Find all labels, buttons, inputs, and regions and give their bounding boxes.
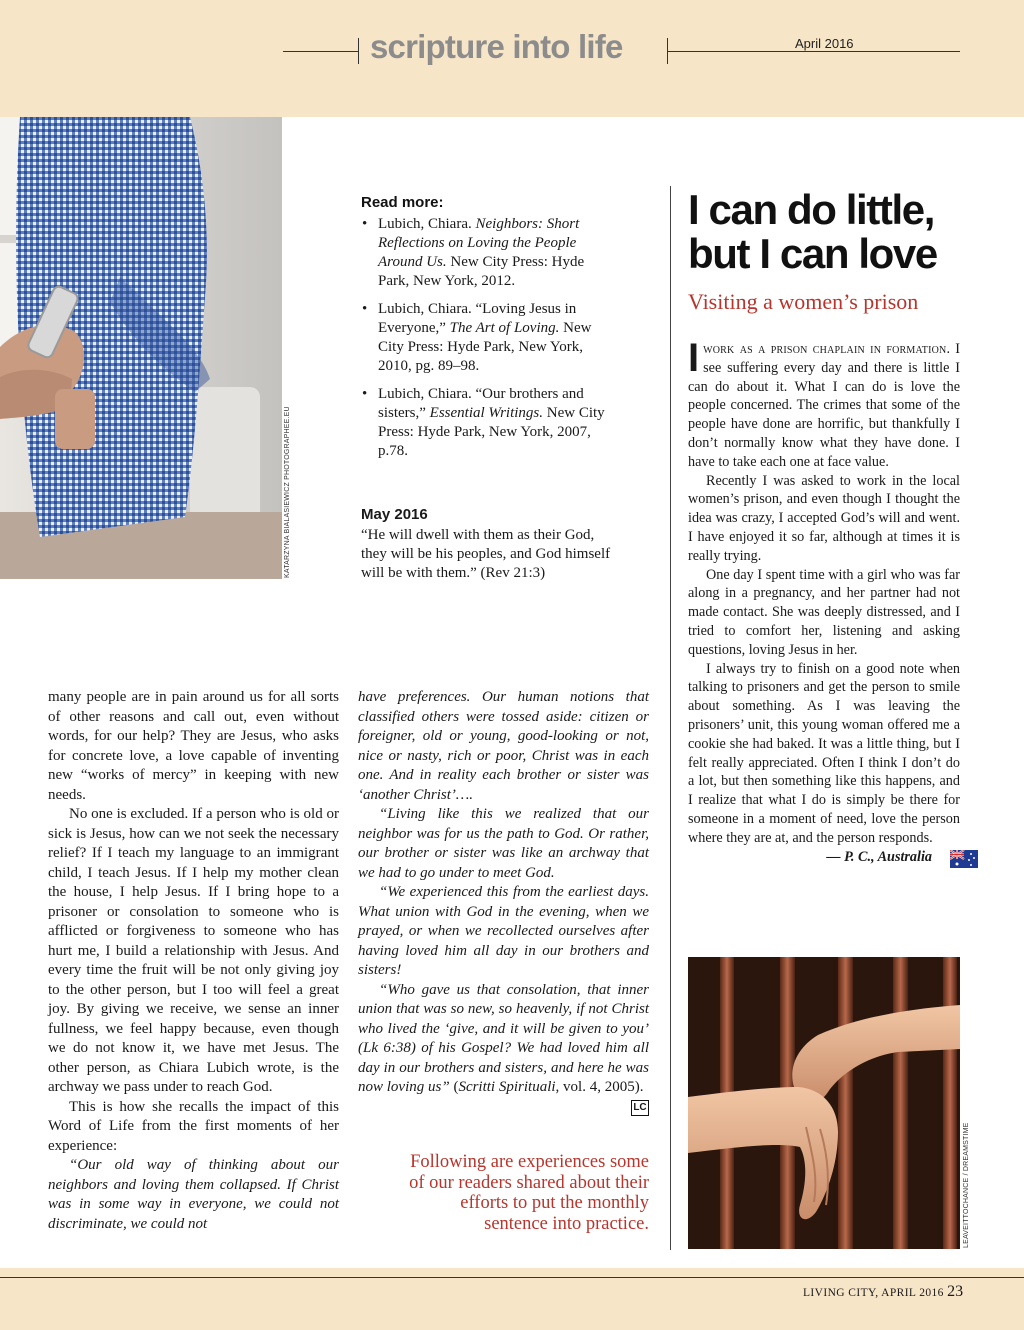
experiences-intro: Following are experiences some of our readers shared about their efforts to put the monthly sentence into practice. <box>409 1152 649 1234</box>
citation: (Scritti Spirituali, vol. 4, 2005). <box>453 1079 644 1095</box>
body-paragraph: No one is excluded. If a person who is old or sick is Jesus, how can we not seek the necessary relief? If I teach my language to an immigrant child, I teach Jesus. If I help my mother clean the house, I help Jesus. If I bring hope to a prisoner or consolation to someone who is afflicted or forgiveness to someone who has hurt me, I build a relationship with Jesus. And every time the fruit will be not only giving joy to the other person, but I too will feel a great joy. By giving we receive, we sense an inner fullness, we feel happy because, even though we do not know it, we have met Jesus. The other person, as Chiara Lubich wrote, is the archway we pass under to reach God. <box>48 806 339 1095</box>
article-title <box>688 188 978 276</box>
article-signature: — P. C., Australia <box>826 848 932 865</box>
body-paragraph: many people are in pain around us for all sorts of other reasons and call out, even without words, for our help? They are Jesus, who asks for concrete love, a love capable of inventing new “works of mercy” in keeping with new needs. <box>48 689 339 803</box>
body-paragraph: This is how she recalls the impact of this Word of Life from the first moments of her experience: <box>48 1098 339 1154</box>
read-more-item: • Lubich, Chiara. “Loving Jesus in Everyone,” The Art of Loving. New City Press: Hyde Park, New York, 2010, pg. 89–98. <box>362 301 592 374</box>
header-rule-left <box>283 51 359 52</box>
article-title-line: but I can love <box>688 230 937 277</box>
body-quote: “Our old way of thinking about our neighbors and loving them collapsed. If Christ was in some way in everyone, we could not discriminate, we could not <box>48 1157 339 1232</box>
read-more-heading: Read more: <box>361 194 444 211</box>
article-paragraph: Recently I was asked to work in the local women’s prison, and even though I thought the idea was crazy, I accepted God’s will and went. I have enjoyed it so far, although at times it is really trying. <box>688 472 960 564</box>
prison-photo-credit: LEAVEITTOCHANCE / DREAMSTIME <box>963 1122 970 1248</box>
header-rule-right <box>667 51 960 52</box>
header-tick-left <box>358 38 359 64</box>
next-month-verse: “He will dwell with them as their God, they will be his peoples, and God himself will be with them.” (Rev 21:3) <box>361 527 611 581</box>
read-more-box <box>361 193 611 470</box>
next-month-heading: May 2016 <box>361 506 428 523</box>
article-paragraph: I always try to finish on a good note when talking to prisoners and get the person to smile about something. As I was leaving the prisoners’ unit, this young woman offered me a cookie she had baked. It was a little thing, but I felt really appreciated. Often I think I don’t do a lot, but then something like this happens, and I realize that what I do is simply be there for someone in a moment of need, love the person where they are at, and the person responds. <box>688 660 960 848</box>
body-quote: have preferences. Our human notions that classified others were tossed aside: citizen or foreigner, old or young, good-looking or not, nice or nasty, rich or poor, Christ was in each one. And in reality each brother or sister was ‘another Christ’…. <box>358 689 649 803</box>
article-paragraph: Iwork as a prison chaplain in formation. I see suffering every day and there is little I can do about it. What I can do is love the people concerned. The crimes that some of the people have done are horrific, but thankfully I don’t normally know what they have done. I have to take each one at face value. <box>688 336 960 470</box>
australia-flag-icon <box>932 850 960 868</box>
article-subtitle: Visiting a women’s prison <box>688 289 919 314</box>
page-number: 23 <box>947 1283 964 1300</box>
read-more-item: • Lubich, Chiara. “Our brothers and sisters,” Essential Writings. New City Press: Hyde Park, New York, 2007, p.78. <box>362 386 605 459</box>
man-with-phone-photo <box>0 117 282 579</box>
body-column-2 <box>358 688 649 1116</box>
article-body <box>688 336 960 868</box>
issue-date: April 2016 <box>795 36 854 51</box>
living-city-logo-icon: LC <box>631 1100 649 1116</box>
body-column-1 <box>48 688 339 1234</box>
article-paragraph: One day I spent time with a girl who was far along in a pregnancy, and her partner had not made contact. She was deeply distressed, and I tried to comfort her, listening and asking questions, loving Jesus in her. <box>688 566 960 658</box>
body-quote: “Living like this we realized that our neighbor was for us the path to God. Or rather, our brother or sister was like an archway that we had to go under to meet God. <box>358 806 649 881</box>
article-title-line: I can do little, <box>688 186 934 233</box>
body-quote: “Who gave us that consolation, that inner union that was so new, so heavenly, if not Christ who lived the ‘give, and it will be given to you’ (Lk 6:38) of his Gospel? We had loved him all day in our brothers and sisters, and here he was now loving us” (Scritti Spirituali, vol. 4, 2005). LC <box>358 981 649 1098</box>
page-folio: LIVING CITY, APRIL 2016 23 <box>803 1283 964 1300</box>
read-more-item: • Lubich, Chiara. Neighbors: Short Reflections on Loving the People Around Us. New City Press: Hyde Park, New York, 2012. <box>362 216 585 289</box>
lead-in: work as a prison chaplain in formation. <box>703 341 951 357</box>
column-divider <box>670 186 671 1250</box>
body-quote: “We experienced this from the earliest days. What union with God in the evening, when we prayed, or when we recollected ourselves after having loved him all day in our brothers and sisters! <box>358 884 649 978</box>
hands-on-prison-bars-photo <box>688 957 960 1249</box>
footer-rule <box>0 1277 1024 1278</box>
man-photo-credit: KATARZYNA BIALASIEWICZ PHOTOGRAPHEE.EU <box>284 406 291 578</box>
section-title: scripture into life <box>370 28 623 65</box>
read-more-list <box>361 215 611 461</box>
drop-cap: I <box>688 336 700 380</box>
